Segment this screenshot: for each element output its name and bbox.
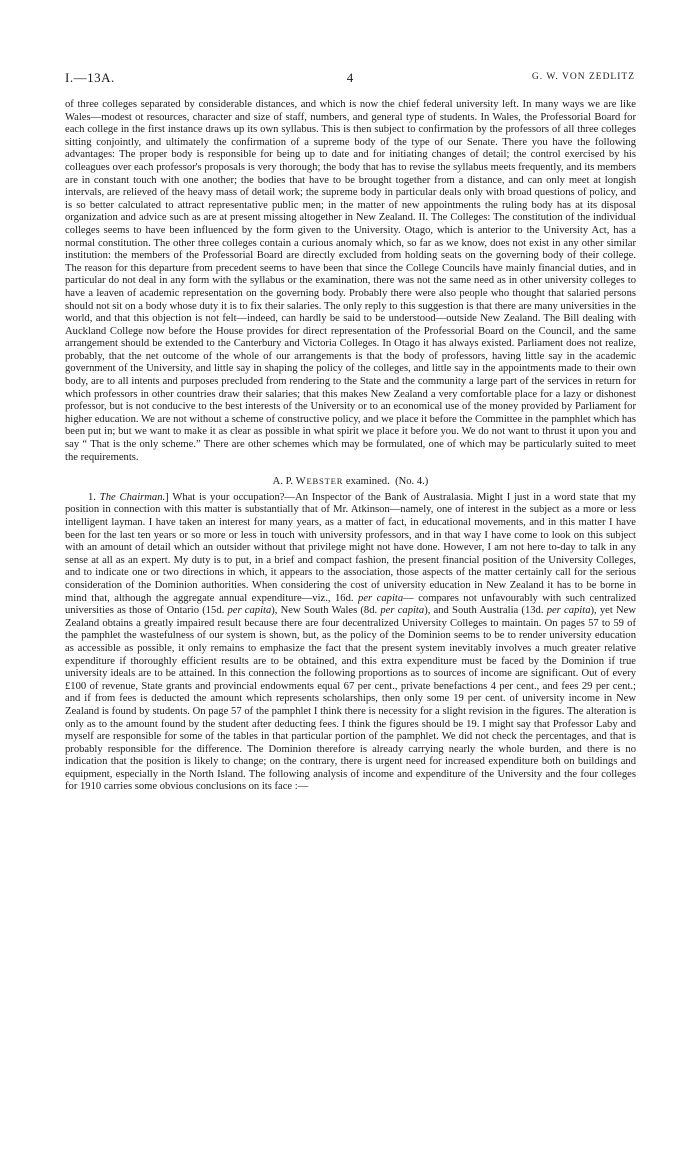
paper-code: I.—13A.: [65, 70, 115, 85]
per-capita-3: per capita: [380, 605, 425, 617]
page-number: 4: [346, 70, 354, 85]
answer-text-5: ), yet New Zealand obtains a greatly impaired result because there are four decentralized University Colleges to maintain. On pages 57 to 59 of the pamphlet the wastefulness of our system is shown, but, as the policy of the Dominion seems to be to render university education as accessible as possible, it only remains to emphasize the fact that the present system inevitably involves a much greater relative expenditure if thoroughly efficient results are to be obtained, and this extra expenditure must be faced by the Dominion if true university ideals are to be attained. In this connection the following proportions as to sources of income are significant. Out of every £100 of revenue, State grants and provincial endowments equal 67 per cent., private benefactions 4 per cent., and fees 29 per cent.; and if from fees is deducted the amount which represents scholarships, then only some 19 per cent. of university income in New Zealand is found by students. On page 57 of the pamphlet I think there is necessity for a slight revision in the figures. The alteration is only as to the amount found by the student after deducting fees. I think the figures should be 19. I might say that Professor Laby and myself are responsible for some of the tables in that particular portion of the pamphlet. We did not check the percentages, and that is probably responsible for the difference. The Dominion therefore is already carrying nearly the whole burden, and there is no indication that the position is likely to change; on the contrary, there is urgent need for increased expenditure both on buildings and equipment, especially in the North Island. The following analysis of income and expenditure of the University and the four colleges for 1910 carries some obvious conclusions on its face :—: [65, 605, 637, 793]
witness-number: (No. 4.): [395, 476, 429, 488]
per-capita-2: per capita: [227, 605, 272, 617]
witness-surname: [296, 476, 344, 486]
answer-text-3: ), New South Wales (8d.: [271, 605, 381, 617]
page-header: [65, 70, 635, 88]
question-paragraph: [65, 492, 636, 794]
running-head-witness: G. W. VON ZEDLITZ: [531, 72, 635, 82]
witness-examined: examined.: [345, 476, 390, 488]
answer-text-1: What is your occupation?—An Inspector of the Bank of Australasia. Might I just in a word state that my position in connection with this matter is substantially that of Mr. Atkinson—namely, one of interest in the subject as a more or less intelligent layman. I have taken an interest for many years, as a matter of fact, in educational movements, and in this matter I have been for the last ten years or so more or less in touch with university professors, and in that way I have come to look on this subject with an amount of detail which an outsider without that privilege might not have done. However, I am not here to-day to talk in any sense at all as an expert. My duty is to put, in a brief and compact fashion, the present financial position of the University Colleges, and to indicate one or two directions in which, it appears to the association, those aspects of the matter certainly call for the serious consideration of the Dominion authorities. When considering the cost of university education in New Zealand it has to be borne in mind that, although the aggregate annual expenditure—viz., 16d.: [65, 491, 636, 604]
witness-surname-text: WEBSTER: [295, 476, 344, 488]
per-capita-4: per capita: [546, 605, 591, 617]
question-bracket: ]: [165, 491, 169, 503]
answer-text-4: ), and South Australia (13d.: [424, 605, 547, 617]
question-number: 1.: [88, 491, 96, 503]
continuation-paragraph: of three colleges separated by considerable distances, and which is now the chief federal university left. In many ways we are like Wales—modest ot resources, character and size of staff, numbers, and general type of students. In Wales, the Professorial Board for each college in the first instance draws up its own syllabus. This is then subject to confirmation by the professors of all three colleges sitting conjointly, and ultimately the confirmation of a supreme body of the type of our Senate. There you have the following advantages: The proper body is responsible for being up to date and for initiating changes of detail; the control exercised by his colleagues over each professor's proposals is very thorough; the body that has to revise the syllabus meets frequently, and its members are in constant touch with one another; the bodies that have to be brought together from a distance, and can only meet at longish intervals, are relieved of the heavy mass of detail work; the supreme body in particular deals only with broad questions of policy, and is so better calculated to attract representative public men; in the matter of new appointments the ruling body has at its disposal organization and advice such as are at present missing altogether in New Zealand. II. The Colleges: The constitution of the individual colleges seems to have been influenced by the form given to the University. Otago, which is anterior to the University Act, has a normal constitution. The other three colleges contain a curious anomaly which, so far as we know, does not exist in any other similar institution: the members of the Professorial Board are directly excluded from holding seats on the governing body of their college. The reason for this departure from precedent seems to have been that since the College Councils have mainly financial duties, and in particular do not deal in any form with the syllabus or the examination, there was not the same need as in other university colleges to have a leaven of academic representation on the governing body. Probably there were also people who thought that salaried persons should not sit on a body whose duty it is to fix their salaries. The only reply to this suggestion is that there are many universities in the world, and that this objection is not felt—indeed, can hardly be said to be understood—outside New Zealand. The Bill dealing with Auckland College now before the House provides for direct representation of the Professorial Board on the Council, and the same arrangement should be extended to the Canterbury and Victoria Colleges. In Otago it has always existed. Parliament does not realize, probably, that the net outcome of the whole of our arrangements is that the body of professors, having little say in the academic government of the University, and little say in shaping the policy of the colleges, and little say in the appointments made to their own body, are to all intents and purposes precluded from rendering to the State and the community a large part of the services in return for which professors in other countries draw their salaries; that this makes New Zealand a very comfortable place for a lazy or dishonest professor, but is not conducive to the best interests of the University or to an economical use of the money provided by Parliament for higher education. We are not without a scheme of constructive policy, and we place it before the Committee in the pamphlet which has been put in; but we want to make it as clear as possible in what spirit we place it before you. We do not want to thrust it upon you and say “ That is the only scheme.” There are other schemes which may be formulated, one of which may be particularly suited to meet the requirements.: [65, 99, 636, 463]
per-capita-1: per capita: [358, 592, 404, 604]
answer-text-2: — compares not unfavourably with such centralized universities as those of Ontario (15d.: [65, 592, 636, 617]
question-speaker: The Chairman.: [99, 491, 166, 503]
witness-heading: [65, 475, 636, 489]
witness-initials: A. P.: [272, 476, 293, 488]
body-text: [65, 99, 636, 794]
